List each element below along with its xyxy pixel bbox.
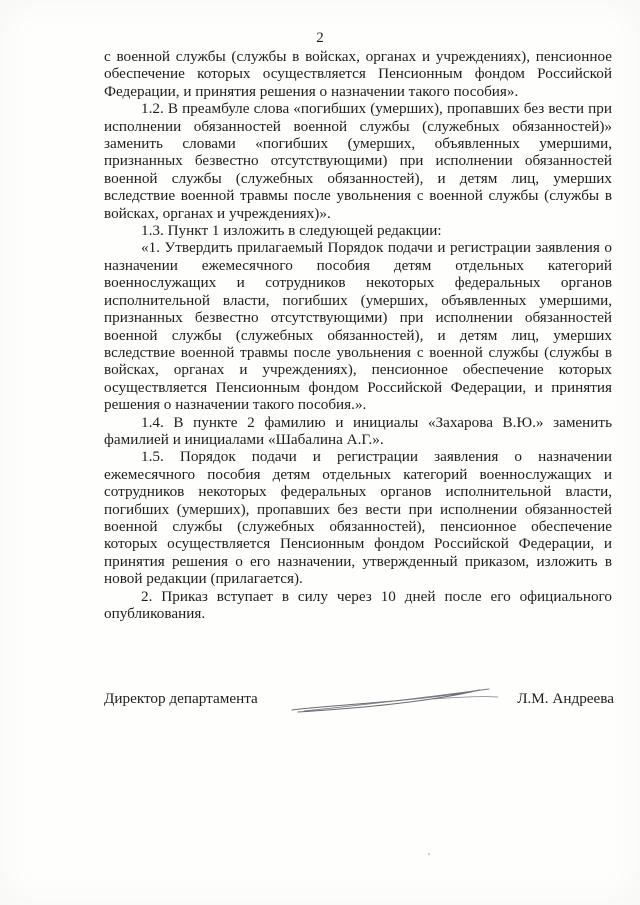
signatory-title: Директор департамента (104, 690, 258, 707)
paragraph-item-1-2: 1.2. В преамбуле слова «погибших (умерших), пропавших без вести при исполнении обязанностей военной службы (служебных обязанностей)» заменить словами «погибших (умерших, объявленных умершими, признанных безвестно отсутствующими) при исполнении обязанностей военной службы (служебных обязанностей), и детям лиц, умерших вследствие военной травмы после увольнения с военной службы (службы в войсках, органах и учреждениях)». (104, 100, 612, 222)
paragraph-item-1-5: 1.5. Порядок подачи и регистрации заявления о назначении ежемесячного пособия детям отдельных категорий военнослужащих и сотрудников некоторых федеральных органов исполнительной власти, погибших (умерших), пропавших без вести при исполнении обязанностей военной службы (служебных обязанностей), пенсионное обеспечение которых осуществляется Пенсионным фондом Российской Федерации, и принятия решения о его назначении, утвержденный приказом, изложить в новой редакции (прилагается). (104, 448, 612, 588)
paragraph-continuation: с военной службы (службы в войсках, органах и учреждениях), пенсионное обеспечение которых осуществляется Пенсионным фондом Российской Федерации, и принятия решения о назначении такого пособия». (104, 48, 612, 100)
document-body (104, 48, 612, 622)
handwritten-signature (284, 684, 504, 718)
paragraph-item-2: 2. Приказ вступает в силу через 10 дней после его официального опубликования. (104, 587, 612, 622)
page-number: 2 (316, 30, 324, 46)
paragraph-item-1-4: 1.4. В пункте 2 фамилию и инициалы «Захарова В.Ю.» заменить фамилией и инициалами «Шабалина А.Г.». (104, 413, 612, 448)
signature-block (104, 690, 614, 730)
paragraph-item-1-3-quote: «1. Утвердить прилагаемый Порядок подачи и регистрации заявления о назначении ежемесячного пособия детям отдельных категорий военнослужащих и сотрудников некоторых федеральных органов исполнительной власти, погибших (умерших, объявленных умершими, признанных безвестно отсутствующими) при исполнении обязанностей военной службы (служебных обязанностей), и детям лиц, умерших вследствие военной травмы после увольнения с военной службы (службы в войсках, органах и учреждениях), пенсионное обеспечение которых осуществляется Пенсионным фондом Российской Федерации, и принятия решения о назначении такого пособия.». (104, 239, 612, 414)
paragraph-item-1-3: 1.3. Пункт 1 изложить в следующей редакции: (141, 222, 442, 240)
scan-speck (428, 853, 430, 855)
signatory-name: Л.М. Андреева (517, 690, 614, 707)
